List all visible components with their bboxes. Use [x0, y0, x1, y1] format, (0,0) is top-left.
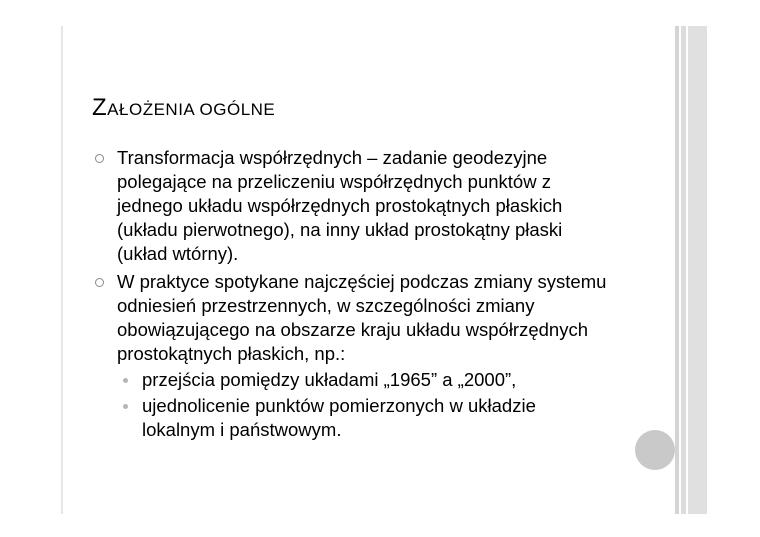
dot-bullet-icon	[123, 404, 128, 409]
sub-bullet-text: ujednolicenie punktów pomierzonych w układzie lokalnym i państwowym.	[142, 395, 536, 440]
right-decor-bars	[675, 26, 707, 514]
bullet-text: W praktyce spotykane najczęściej podczas zmiany systemu odniesień przestrzennych, w szczególności zmiany obowiązującego na obszarze kraju układu współrzędnych prostokątnych płaskich, np.:	[117, 271, 607, 364]
left-divider	[61, 26, 63, 514]
slide-title	[92, 93, 275, 125]
sub-bullet-text: przejścia pomiędzy układami „1965” a „2000”,	[142, 369, 517, 390]
sub-bullet-list	[117, 368, 612, 442]
decor-bar	[675, 26, 679, 514]
bullet-item	[92, 146, 612, 266]
ring-bullet-icon	[95, 154, 104, 163]
bullet-text: Transformacja współrzędnych – zadanie geodezyjne polegające na przeliczeniu współrzędnych punktów z jednego układu współrzędnych prostokątnych płaskich (układu pierwotnego), na inny układ prostokątny płaski (układ wtórny).	[117, 147, 563, 264]
sub-bullet-item	[117, 368, 612, 392]
decor-circle	[635, 430, 675, 470]
slide-content	[92, 146, 612, 446]
title-first-letter: Z	[92, 94, 108, 121]
sub-bullet-item	[117, 394, 612, 442]
decor-bar	[688, 26, 707, 514]
decor-bar	[681, 26, 686, 514]
title-rest: AŁOŻENIA OGÓLNE	[107, 100, 276, 119]
ring-bullet-icon	[95, 278, 104, 287]
dot-bullet-icon	[123, 378, 128, 383]
bullet-item	[92, 270, 612, 442]
